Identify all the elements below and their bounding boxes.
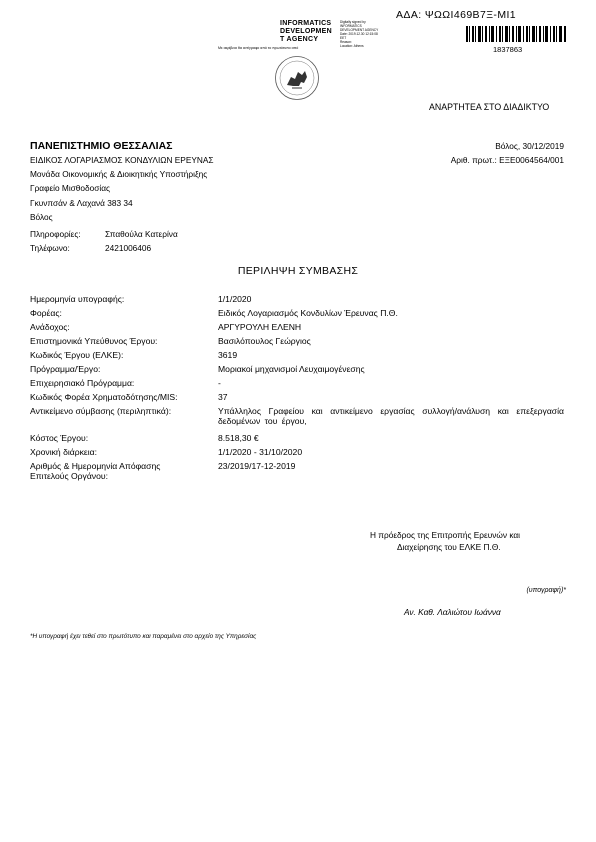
table-row: Αριθμός & Ημερομηνία Απόφασης Επιτελούς Οργάνου: 23/2019/17-12-2019 [30,461,296,481]
stamp-details: Digitally signed by INFORMATICS DEVELOPMENT AGENCY Date: 2019.12.30 12:15:08 EET Reason: Location: Athens [340,20,379,48]
university-name: ΠΑΝΕΠΙΣΤΗΜΙΟ ΘΕΣΣΑΛΙΑΣ [30,140,173,152]
table-row: Πρόγραμμα/Έργο: Μοριακοί μηχανισμοί Λευχαιμογένεσης [30,364,365,374]
stamp-line-1: INFORMATICS [280,20,332,27]
barcode-number: 1837863 [493,45,523,54]
office-name: Γραφείο Μισθοδοσίας [30,183,111,193]
document-date: Βόλος, 30/12/2019 [495,141,564,151]
table-row: Κόστος Έργου: 8.518,30 € [30,433,259,443]
table-row: Επιχειρησιακό Πρόγραμμα: - [30,378,221,388]
info-label: Πληροφορίες: [30,229,81,239]
signatory-title-line2: Διαχείρησης του ΕΛΚΕ Π.Θ. [397,542,501,552]
city: Βόλος [30,212,53,222]
table-row: Αντικείμενο σύμβασης (περιληπτικά): Υπάλληλος Γραφείου και αντικείμενο εργασίας συλλογή/ανάλυση και επεξεργασία δεδομένων του έργου, [30,406,564,426]
account-name: ΕΙΔΙΚΟΣ ΛΟΓΑΡΙΑΣΜΟΣ ΚΟΝΔΥΛΙΩΝ ΕΡΕΥΝΑΣ [30,155,214,165]
table-row: Χρονική διάρκεια: 1/1/2020 - 31/10/2020 [30,447,303,457]
footnote: *Η υπογραφή έχει τεθεί στο πρωτότυπο και παραμένει στο αρχείο της Υπηρεσίας [30,633,257,640]
address: Γκυνπσάν & Λαχανά 383 34 [30,198,133,208]
phone-value: 24210064​06 [105,243,152,253]
table-row: Κωδικός Φορέα Χρηματοδότησης/MIS: 37 [30,392,228,402]
unit-name: Μονάδα Οικονομικής & Διοικητικής Υποστήριξης [30,169,208,179]
table-row: Ανάδοχος: ΑΡΓΥΡΟΥΛΗ ΕΛΕΝΗ [30,322,302,332]
stamp-note: Με ακρίβεια θα αντίγραφο από το πρωτότυπο από [218,46,299,50]
info-value: Σπαθούλα Κατερίνα [105,229,178,239]
stamp-line-3: T AGENCY [280,36,319,43]
table-row: Ημερομηνία υπογραφής: 1/1/2020 [30,294,252,304]
stamp-line-2: DEVELOPMEN [280,28,333,35]
barcode-icon [466,26,566,42]
contract-summary-table [30,294,570,488]
protocol-number: Αριθ. πρωτ.: ΕΞΕ0064564/001 [450,155,564,165]
phone-label: Τηλέφωνο: [30,243,70,253]
ada-code: ΑΔΑ: ΨΩΩΙ469Β7Ξ-ΜΙ1 [396,9,517,21]
signed-note: (υπογραφή)* [526,587,566,594]
publish-notice: ΑΝΑΡΤΗΤΕΑ ΣΤΟ ΔΙΑΔΙΚΤΥΟ [429,102,550,112]
signatory-title-line1: Η πρόεδρος της Επιτροπής Ερευνών και [370,530,521,540]
table-row: Φορέας: Ειδικός Λογαριασμός Κονδυλίων Έρευνας Π.Θ. [30,308,398,318]
document-title: ΠΕΡΙΛΗΨΗ ΣΥΜΒΑΣΗΣ [237,265,359,277]
university-seal-icon [274,55,320,101]
table-row: Κωδικός Έργου (ΕΛΚΕ): 3619 [30,350,238,360]
signatory-name: Αν. Καθ. Λαλιώτου Ιωάννα [404,607,501,617]
table-row: Επιστημονικά Υπεύθυνος Έργου: Βασιλόπουλος Γεώργιος [30,336,311,346]
